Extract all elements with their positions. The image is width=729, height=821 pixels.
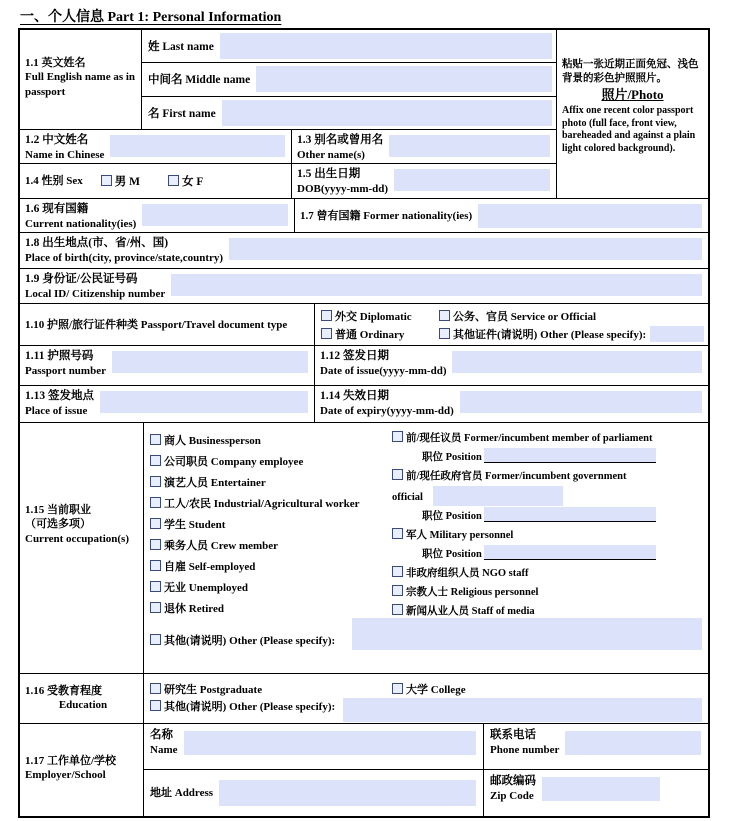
row-1-8 xyxy=(20,233,708,269)
row-1-2-1-3 xyxy=(20,130,556,164)
date-of-issue-field[interactable] xyxy=(452,351,702,373)
phone-cell xyxy=(484,724,708,770)
row-1-4-1-5 xyxy=(20,164,556,198)
label-1-11: 1.11 护照号码 Passport number xyxy=(25,350,106,377)
row-1-11-1-12 xyxy=(20,346,708,386)
checkbox-crew-member[interactable] xyxy=(150,539,161,550)
address-label: 地址 Address xyxy=(150,787,214,800)
label-1-4: 1.4 性别 Sex xyxy=(25,175,83,188)
occupation-option: 无业 Unemployed xyxy=(150,578,360,599)
checkbox-ngo-staff[interactable] xyxy=(392,566,403,577)
checkbox-military-personnel[interactable] xyxy=(392,528,403,539)
label-1-1: 1.1 英文姓名 Full English name as in passport xyxy=(20,30,142,129)
occupation-option: 公司职员 Company employee xyxy=(150,452,360,473)
cell-1-9 xyxy=(20,269,708,303)
cell-1-13 xyxy=(20,386,315,422)
government-official-line: official xyxy=(392,486,656,507)
label-1-7: 1.7 曾有国籍 Former nationality(ies) xyxy=(300,209,473,222)
education-option: 研究生 Postgraduate xyxy=(150,681,392,697)
last-name-label: 姓 Last name xyxy=(148,41,214,54)
place-of-issue-field[interactable] xyxy=(100,391,308,413)
military-position-field[interactable] xyxy=(484,545,656,560)
current-nationality-field[interactable] xyxy=(142,204,288,226)
row-1-10 xyxy=(20,304,708,346)
label-1-5: 1.5 出生日期 DOB(yyyy-mm-dd) xyxy=(297,167,389,195)
zip-cell xyxy=(484,770,708,816)
first-name-field[interactable] xyxy=(222,100,552,126)
checkbox-religious-personnel[interactable] xyxy=(392,585,403,596)
label-1-13: 1.13 签发地点 Place of issue xyxy=(25,390,94,417)
checkbox-service-official[interactable] xyxy=(439,310,450,321)
date-of-expiry-field[interactable] xyxy=(460,391,702,413)
other-document-specify-field[interactable] xyxy=(650,326,704,342)
row-1-6-1-7 xyxy=(20,199,708,233)
page-title: 一、个人信息 Part 1: Personal Information xyxy=(20,10,282,25)
label-1-3: 1.3 别名或曾用名 Other name(s) xyxy=(297,133,384,161)
occupation-option: 自雇 Self-employed xyxy=(150,557,360,578)
occupation-options xyxy=(144,423,708,673)
checkbox-company-employee[interactable] xyxy=(150,455,161,466)
label-1-14: 1.14 失效日期 Date of expiry(yyyy-mm-dd) xyxy=(320,390,454,417)
phone-label: 联系电话 Phone number xyxy=(490,729,560,756)
first-name-label: 名 First name xyxy=(148,107,216,120)
occupation-option: 商人 Businessperson xyxy=(150,431,360,452)
occupation-option: 前/现任议员 Former/incumbent member of parliament xyxy=(392,429,656,448)
zip-code-field[interactable] xyxy=(542,777,660,801)
middle-name-label: 中间名 Middle name xyxy=(148,74,251,87)
occupation-option: 乘务人员 Crew member xyxy=(150,536,360,557)
cell-1-11 xyxy=(20,346,315,385)
occupation-option: 前/现任政府官员 Former/incumbent government xyxy=(392,467,656,486)
checkbox-self-employed[interactable] xyxy=(150,560,161,571)
checkbox-ordinary[interactable] xyxy=(321,328,332,339)
occupation-option: 演艺人员 Entertainer xyxy=(150,473,360,494)
cell-1-8 xyxy=(20,233,708,268)
education-other-option: 其他(请说明) Other (Please specify): xyxy=(150,698,335,714)
photo-heading: 照片/Photo xyxy=(601,87,664,103)
label-1-15: 1.15 当前职业 （可选多项） Current occupation(s) xyxy=(20,423,144,673)
row-1-13-1-14 xyxy=(20,386,708,423)
checkbox-female[interactable] xyxy=(168,175,179,186)
label-1-17: 1.17 工作单位/学校 Employer/School xyxy=(20,724,144,816)
occupation-other-specify-field[interactable] xyxy=(352,618,702,650)
former-nationality-field[interactable] xyxy=(478,204,702,228)
female-label: 女 F xyxy=(181,175,204,188)
government-position-field[interactable] xyxy=(484,507,656,522)
place-of-birth-field[interactable] xyxy=(229,238,702,260)
section-top xyxy=(20,30,708,199)
photo-note-en: Affix one recent color passport photo (full face, front view, bareheaded and against a plain light colored background). xyxy=(562,105,696,154)
occupation-option: 退休 Retired xyxy=(150,599,360,620)
passport-number-field[interactable] xyxy=(112,351,308,373)
document-type-options xyxy=(315,304,708,345)
occupation-other-option: 其他(请说明) Other (Please specify): xyxy=(150,632,335,648)
other-names-field[interactable] xyxy=(389,135,550,157)
checkbox-education-other[interactable] xyxy=(150,700,161,711)
row-1-17 xyxy=(20,724,708,816)
checkbox-staff-of-media[interactable] xyxy=(392,604,403,615)
label-1-8: 1.8 出生地点(市、省/州、国) Place of birth(city, province/state,country) xyxy=(25,237,224,264)
label-1-6: 1.6 现有国籍 Current nationality(ies) xyxy=(25,203,137,230)
occupation-option: 非政府组织人员 NGO staff xyxy=(392,564,656,583)
ordinary-label: 普通 Ordinary xyxy=(335,329,405,341)
checkbox-occupation-other[interactable] xyxy=(150,634,161,645)
service-official-label: 公务、官员 Service or Official xyxy=(453,311,597,323)
employer-name-label: 名称 Name xyxy=(150,729,178,756)
zip-label: 邮政编码 Zip Code xyxy=(490,775,536,802)
occupation-option: 新闻从业人员 Staff of media xyxy=(392,602,656,621)
occupation-option: 军人 Military personnel xyxy=(392,526,656,545)
checkbox-industrial-agricultural-worker[interactable] xyxy=(150,497,161,508)
cell-1-6 xyxy=(20,199,295,232)
government-official-field[interactable] xyxy=(433,486,563,506)
cell-1-2 xyxy=(20,130,292,163)
checkbox-businessperson[interactable] xyxy=(150,434,161,445)
education-other-specify-field[interactable] xyxy=(343,698,702,722)
occupation-option: 学生 Student xyxy=(150,515,360,536)
checkbox-retired[interactable] xyxy=(150,602,161,613)
occupation-option: 工人/农民 Industrial/Agricultural worker xyxy=(150,494,360,515)
education-option: 大学 College xyxy=(392,681,466,697)
label-1-16: 1.16 受教育程度 Education xyxy=(20,674,144,723)
employer-name-cell xyxy=(144,724,484,770)
middle-name-field[interactable] xyxy=(256,66,552,92)
occupation-option: 宗教人士 Religious personnel xyxy=(392,583,656,602)
parliament-position-field[interactable] xyxy=(484,448,656,463)
cell-1-5 xyxy=(292,164,556,198)
checkbox-unemployed[interactable] xyxy=(150,581,161,592)
checkbox-postgraduate[interactable] xyxy=(150,683,161,694)
label-1-12: 1.12 签发日期 Date of issue(yyyy-mm-dd) xyxy=(320,350,447,377)
label-1-2: 1.2 中文姓名 Name in Chinese xyxy=(25,133,105,161)
label-1-9: 1.9 身份证/公民证号码 Local ID/ Citizenship number xyxy=(25,273,166,300)
checkbox-student[interactable] xyxy=(150,518,161,529)
local-id-field[interactable] xyxy=(171,274,702,296)
row-1-9 xyxy=(20,269,708,304)
row-1-15 xyxy=(20,423,708,674)
checkbox-entertainer[interactable] xyxy=(150,476,161,487)
last-name-field[interactable] xyxy=(220,33,552,59)
photo-note-cn: 粘贴一张近期正面免冠、浅色背景的彩色护照照片。 xyxy=(562,59,699,84)
label-1-10: 1.10 护照/旅行证件种类 Passport/Travel document type xyxy=(20,304,315,345)
cell-1-3 xyxy=(292,130,556,163)
checkbox-parliament-member[interactable] xyxy=(392,431,403,442)
checkbox-diplomatic[interactable] xyxy=(321,310,332,321)
middle-name-row xyxy=(142,63,556,96)
personal-info-form xyxy=(18,28,710,818)
row-1-16 xyxy=(20,674,708,724)
first-name-row xyxy=(142,97,556,129)
address-cell xyxy=(144,770,484,816)
dob-field[interactable] xyxy=(394,169,550,191)
cell-1-7 xyxy=(295,199,708,232)
position-line: 职位 Position xyxy=(392,448,656,467)
phone-number-field[interactable] xyxy=(565,731,701,755)
checkbox-male[interactable] xyxy=(101,175,112,186)
employer-name-field[interactable] xyxy=(184,731,477,755)
employer-grid xyxy=(144,724,708,816)
checkbox-government-official[interactable] xyxy=(392,469,403,480)
cell-1-12 xyxy=(315,346,708,385)
position-line: 职位 Position xyxy=(392,545,656,564)
checkbox-college[interactable] xyxy=(392,683,403,694)
photo-cell xyxy=(557,30,708,198)
male-label: 男 M xyxy=(114,175,140,188)
last-name-row xyxy=(142,30,556,63)
chinese-name-field[interactable] xyxy=(110,135,285,157)
address-field[interactable] xyxy=(219,780,476,806)
position-line: 职位 Position xyxy=(392,507,656,526)
cell-1-4 xyxy=(20,164,292,198)
other-document-label: 其他证件(请说明) Other (Please specify): xyxy=(453,329,647,341)
diplomatic-label: 外交 Diplomatic xyxy=(335,311,412,323)
cell-1-14 xyxy=(315,386,708,422)
row-1-1 xyxy=(20,30,556,130)
checkbox-other-document[interactable] xyxy=(439,328,450,339)
education-options xyxy=(144,674,708,723)
